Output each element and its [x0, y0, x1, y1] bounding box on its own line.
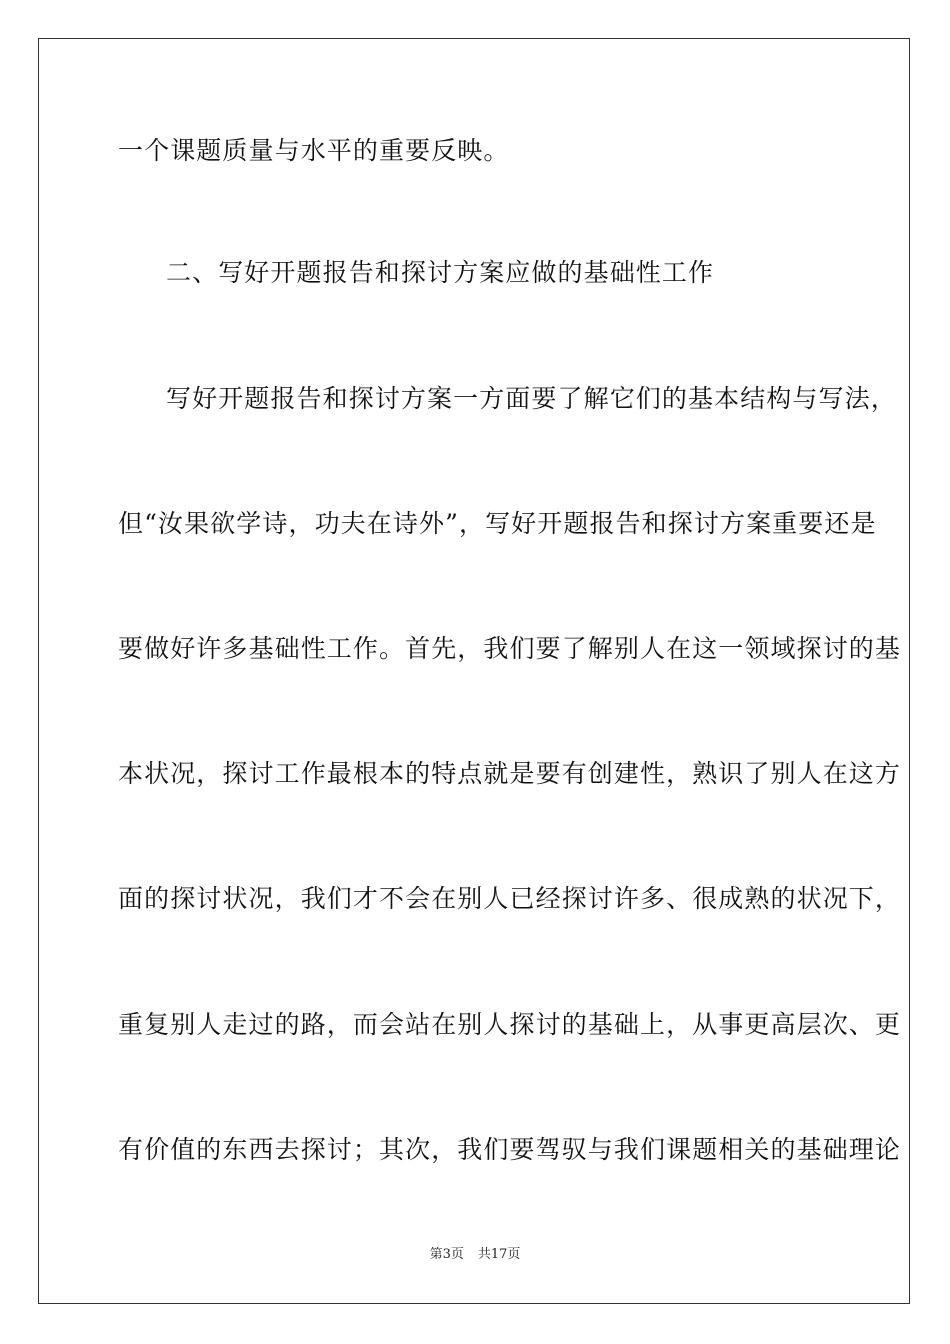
body-text-line: 面的探讨状况，我们才不会在别人已经探讨许多、很成熟的状况下，: [118, 884, 902, 913]
body-text-line: 一个课题质量与水平的重要反映。: [118, 136, 510, 165]
body-text-line: 本状况，探讨工作最根本的特点就是要有创建性，熟识了别人在这方: [118, 759, 902, 788]
body-text-line: 要做好许多基础性工作。首先，我们要了解别人在这一领域探讨的基: [118, 634, 902, 663]
body-text-line: 有价值的东西去探讨；其次，我们要驾驭与我们课题相关的基础理论: [118, 1135, 902, 1164]
body-text-line: 但“汝果欲学诗，功夫在诗外”，写好开题报告和探讨方案重要还是: [118, 509, 877, 538]
body-text-line: 重复别人走过的路，而会站在别人探讨的基础上，从事更高层次、更: [118, 1010, 902, 1039]
page-border: [38, 38, 910, 1304]
section-heading: 二、写好开题报告和探讨方案应做的基础性工作: [166, 258, 715, 287]
page-footer: [0, 1246, 950, 1264]
page-number: 第3页: [429, 1247, 464, 1262]
paragraph-first-line: 写好开题报告和探讨方案一方面要了解它们的基本结构与写法，: [166, 384, 897, 413]
total-pages: 共17页: [477, 1247, 521, 1262]
